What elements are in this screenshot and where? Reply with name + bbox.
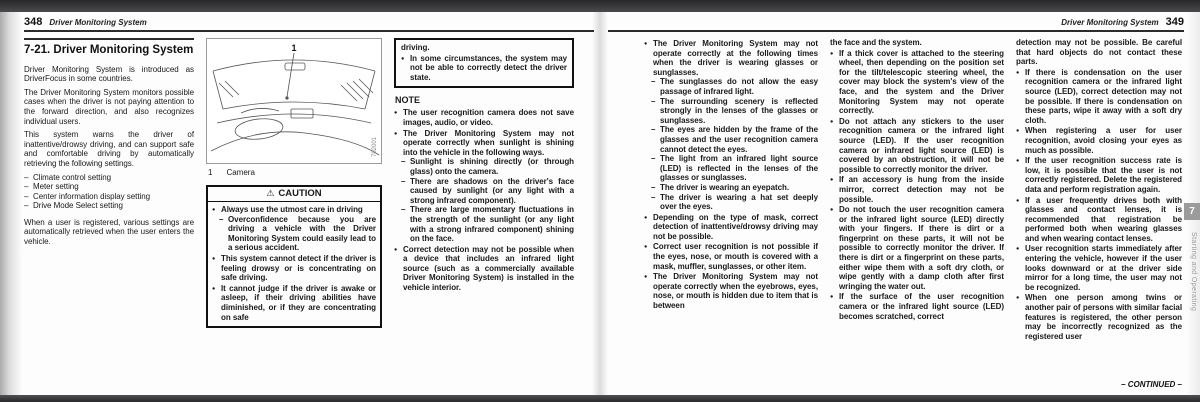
block-text: The sunglasses do not allow the easy passage of infrared light. (660, 77, 818, 96)
caution-box (206, 185, 382, 328)
left-column-3 (394, 38, 574, 392)
camera-location-figure (206, 38, 382, 164)
list-marker: – (651, 125, 656, 135)
text-block (651, 77, 818, 96)
list-marker: – (219, 214, 224, 224)
list-marker: ● (212, 207, 216, 213)
block-text: If an accessory is hung from the inside mirror, correct detection may not be possible. (839, 175, 1004, 204)
text-block (212, 254, 376, 283)
block-text: If there is condensation on the user recognition camera or the infrared light source (LED), correct detection may not be possible. If there is condensation on these parts, wipe it away with a soft dry cloth. (1025, 67, 1182, 125)
section-heading: 7-21. Driver Monitoring System (24, 38, 194, 58)
block-text: In some circumstances, the system may not be able to correctly detect the driver state. (410, 53, 567, 82)
list-marker: – (24, 201, 29, 211)
left-page-edge-shading (0, 12, 22, 395)
block-text: This system cannot detect if the driver is feeling drowsy or is concentrating on safe driving. (221, 253, 376, 283)
text-block (24, 173, 194, 183)
block-text: Center information display setting (33, 191, 151, 201)
right-column-3 (1016, 38, 1182, 392)
list-marker: – (24, 191, 29, 201)
text-block (830, 175, 1004, 204)
left-page-header (24, 16, 594, 32)
block-text: When registering a user for user recognition, avoid closing your eyes as much as possible. (1025, 126, 1182, 155)
text-block (394, 245, 574, 293)
text-block (644, 213, 818, 242)
block-text: Always use the utmost care in driving (221, 205, 363, 214)
block-text: driving. (401, 43, 430, 52)
block-text: detection may not be possible. Be careful that hard objects do not contact these parts. (1016, 38, 1182, 67)
text-block (830, 292, 1004, 321)
list-marker: ● (401, 55, 405, 62)
figure-code: 702001 (372, 136, 378, 157)
warning-triangle-icon: ⚠ (266, 188, 275, 198)
figure-caption-number: 1 (208, 168, 213, 177)
list-marker: ● (212, 255, 216, 262)
block-text: Correct user recognition is not possible if the eyes, nose, or mouth is covered with a mask, muffler, sunglasses, or other item. (653, 242, 818, 271)
block-text: The Driver Monitoring System may not operate correctly when the eyebrows, eyes, nose, or mouth is hidden due to item that is between (653, 272, 818, 311)
block-text: Correct detection may not be possible when a device that includes an infrared light source (such as a commercially available Driver Monitoring System) is installed in the vehicle interior. (403, 244, 574, 293)
list-marker: ● (1016, 246, 1020, 253)
text-block (651, 183, 818, 193)
list-marker: ● (394, 110, 398, 117)
list-marker: ● (1016, 295, 1020, 302)
list-marker: ● (830, 118, 834, 125)
figure-caption-label: Camera (226, 168, 255, 177)
text-block (830, 205, 1004, 291)
text-block (401, 54, 567, 83)
block-text: When one person among twins or another pair of persons with similar facial features is registered, the other person may be incorrectly recognized as the registered user (1025, 293, 1182, 341)
text-block (219, 215, 376, 253)
text-block (24, 211, 194, 218)
text-block (1016, 68, 1182, 126)
text-block (1016, 156, 1182, 194)
list-marker: – (651, 77, 656, 87)
list-marker: ● (644, 214, 648, 221)
block-text: Sunlight is shining directly (or through glass) onto the camera. (410, 157, 574, 176)
list-marker: ● (1016, 197, 1020, 204)
text-block (1016, 126, 1182, 155)
text-block (24, 192, 194, 202)
block-text: User recognition starts immediately after entering the vehicle, however if the user looks downward or at the driver side mirror for a long time, the user may not be recognized. (1025, 244, 1182, 292)
text-block (401, 43, 567, 53)
block-text: the face and the system. (830, 38, 922, 47)
block-text: Driver Monitoring System is introduced as DriverFocus in some countries. (24, 64, 194, 84)
block-text: Meter setting (33, 182, 79, 192)
block-text: There are large momentary fluctuations in the strength of the sunlight (or any light with a strong infrared component) shining on the face. (410, 205, 574, 244)
text-block (401, 157, 574, 176)
list-marker: ● (1016, 158, 1020, 165)
page-gutter-shading (592, 12, 608, 395)
text-block (651, 193, 818, 212)
text-block (830, 38, 1004, 48)
left-column-2 (206, 38, 382, 392)
text-block (1016, 244, 1182, 292)
note-items-continued (830, 38, 1004, 321)
list-marker: – (651, 182, 656, 192)
caution-header (208, 187, 380, 202)
block-text: Do not touch the user recognition camera or the infrared light source (LED) directly with your fingers. If there is dirt or a fingerprint on these parts, it will not be possible to correctly monitor the driver. If there is dirt or a fingerprint on these parts, either wipe them with a soft dry cloth, or wipe gently with a damp cloth after first wringing the water out. (839, 205, 1004, 291)
block-text: The driver is wearing an eyepatch. (660, 182, 790, 192)
chapter-label-vertical: Starting and Operating (1190, 232, 1197, 312)
text-block (651, 97, 818, 126)
list-marker: – (24, 172, 29, 182)
text-block (24, 130, 194, 168)
bottom-edge-bar (0, 395, 1200, 402)
text-block (651, 154, 818, 183)
list-marker: – (24, 182, 29, 192)
list-marker: – (651, 96, 656, 106)
note-items-continued (1016, 38, 1182, 341)
block-text: The driver is wearing a hat set deeply over the eyes. (660, 192, 818, 212)
caution-continued-box (394, 38, 574, 88)
block-text: Climate control setting (33, 172, 111, 182)
caution-title: CAUTION (278, 188, 322, 199)
text-block (24, 201, 194, 211)
caution-items (212, 205, 376, 322)
block-text: Overconfidence because you are driving a vehicle with the Driver Monitoring System could easily lead to a serious accident. (228, 214, 376, 253)
list-marker: ● (212, 285, 216, 292)
block-text: The surrounding scenery is reflected strongly in the lenses of the glasses or sunglasses. (660, 96, 818, 125)
block-text: When a user is registered, various settings are automatically retrieved when the user enters the vehicle. (24, 217, 194, 247)
right-page-header-title: Driver Monitoring System (1061, 18, 1159, 27)
text-block (1016, 196, 1182, 244)
chapter-tab (1184, 203, 1200, 220)
block-text: This system warns the driver of inattentive/drowsy driving, and can support safe and comfortable driving by automatically retrieving the following settings. (24, 130, 194, 168)
text-block (24, 88, 194, 126)
list-marker: ● (1016, 69, 1020, 76)
list-marker: ● (394, 246, 398, 253)
block-text: There are shadows on the driver's face caused by sunlight (or any light with a strong infrared component). (410, 176, 574, 205)
list-marker: – (401, 205, 406, 215)
text-block (394, 129, 574, 158)
note-title: NOTE (395, 95, 421, 106)
block-text: The Driver Monitoring System may not operate correctly when sunlight is shining into the vehicle in the following ways. (403, 128, 574, 157)
figure-callout-1: 1 (291, 43, 297, 53)
block-text: It cannot judge if the driver is awake or asleep, if their driving abilities have diminished, or if they are concentrating on safe (221, 283, 376, 322)
text-block (212, 205, 376, 215)
block-text: If a user frequently drives both with glasses and contact lenses, it is recommended that registration be performed both when wearing glasses and when wearing contact lenses. (1025, 195, 1182, 243)
block-text: If the surface of the user recognition camera or the infrared light source (LED) becomes scratched, correct (839, 292, 1004, 321)
text-block (644, 272, 818, 310)
left-page-header-title: Driver Monitoring System (49, 18, 147, 27)
top-edge-bar (0, 0, 1200, 12)
block-text: If a thick cover is attached to the steering wheel, then depending on the position set for the tilt/telescopic steering wheel, the cover may block the system's view of the face, and the system and the Driver Monitoring System may not operate correctly. (839, 48, 1004, 116)
text-block (394, 108, 574, 127)
list-marker: – (651, 192, 656, 202)
list-marker: ● (830, 177, 834, 184)
text-block (24, 182, 194, 192)
text-block (1016, 38, 1182, 67)
right-page-header (608, 16, 1184, 32)
list-marker: ● (644, 274, 648, 281)
list-marker: ● (830, 207, 834, 214)
block-text: The Driver Monitoring System monitors possible cases when the driver is not paying attention to the forward direction, and also recognizes individual users. (24, 87, 194, 126)
list-marker: ● (830, 294, 834, 301)
block-text: The Driver Monitoring System may not operate correctly at the following times when the driver is wearing glasses or sunglasses. (653, 39, 818, 77)
block-text: Drive Mode Select setting (33, 201, 123, 211)
text-block (644, 39, 818, 77)
note-items-continued (644, 39, 818, 311)
text-block (24, 65, 194, 84)
list-marker: ● (830, 50, 834, 57)
list-marker: – (401, 157, 406, 167)
list-marker: ● (394, 130, 398, 137)
block-text: Depending on the type of mask, correct detection of inattentive/drowsy driving may not be possible. (653, 212, 818, 241)
list-marker: ● (644, 41, 648, 47)
text-block (401, 177, 574, 206)
text-block (401, 205, 574, 243)
text-block (651, 125, 818, 154)
list-marker: – (651, 154, 656, 164)
right-page-number: 349 (1165, 16, 1184, 28)
list-marker: – (401, 176, 406, 186)
left-column-1 (24, 38, 194, 392)
chapter-number: 7 (1189, 206, 1195, 217)
text-block (830, 49, 1004, 116)
text-block (1016, 293, 1182, 341)
right-column-1 (644, 38, 818, 392)
dashboard-illustration (207, 39, 381, 163)
note-items (394, 108, 574, 292)
left-page-number: 348 (24, 16, 43, 28)
continued-label: – CONTINUED – (1121, 380, 1182, 389)
block-text: If the user recognition success rate is low, it is possible that the user is not correctly registered. Delete the registered data and perform registration again. (1025, 156, 1182, 194)
list-marker: ● (1016, 128, 1020, 135)
text-block (830, 117, 1004, 175)
block-text: The eyes are hidden by the frame of the glasses and the user recognition camera cannot detect the eyes. (660, 125, 818, 154)
intro-text (24, 65, 194, 247)
list-marker: ● (644, 244, 648, 251)
figure-caption (208, 168, 382, 177)
block-text: Do not attach any stickers to the user recognition camera or the infrared light source (LED). If the user recognition camera or infrared light source (LED) is covered by an obstruction, it will not be possible to correctly monitor the driver. (839, 116, 1004, 174)
block-text: The light from an infrared light source (LED) is reflected in the lenses of the glasses or sunglasses. (660, 154, 818, 183)
text-block (24, 218, 194, 247)
block-text: The user recognition camera does not save images, audio, or video. (403, 108, 574, 127)
right-column-2 (830, 38, 1004, 392)
text-block (212, 284, 376, 322)
text-block (644, 242, 818, 271)
